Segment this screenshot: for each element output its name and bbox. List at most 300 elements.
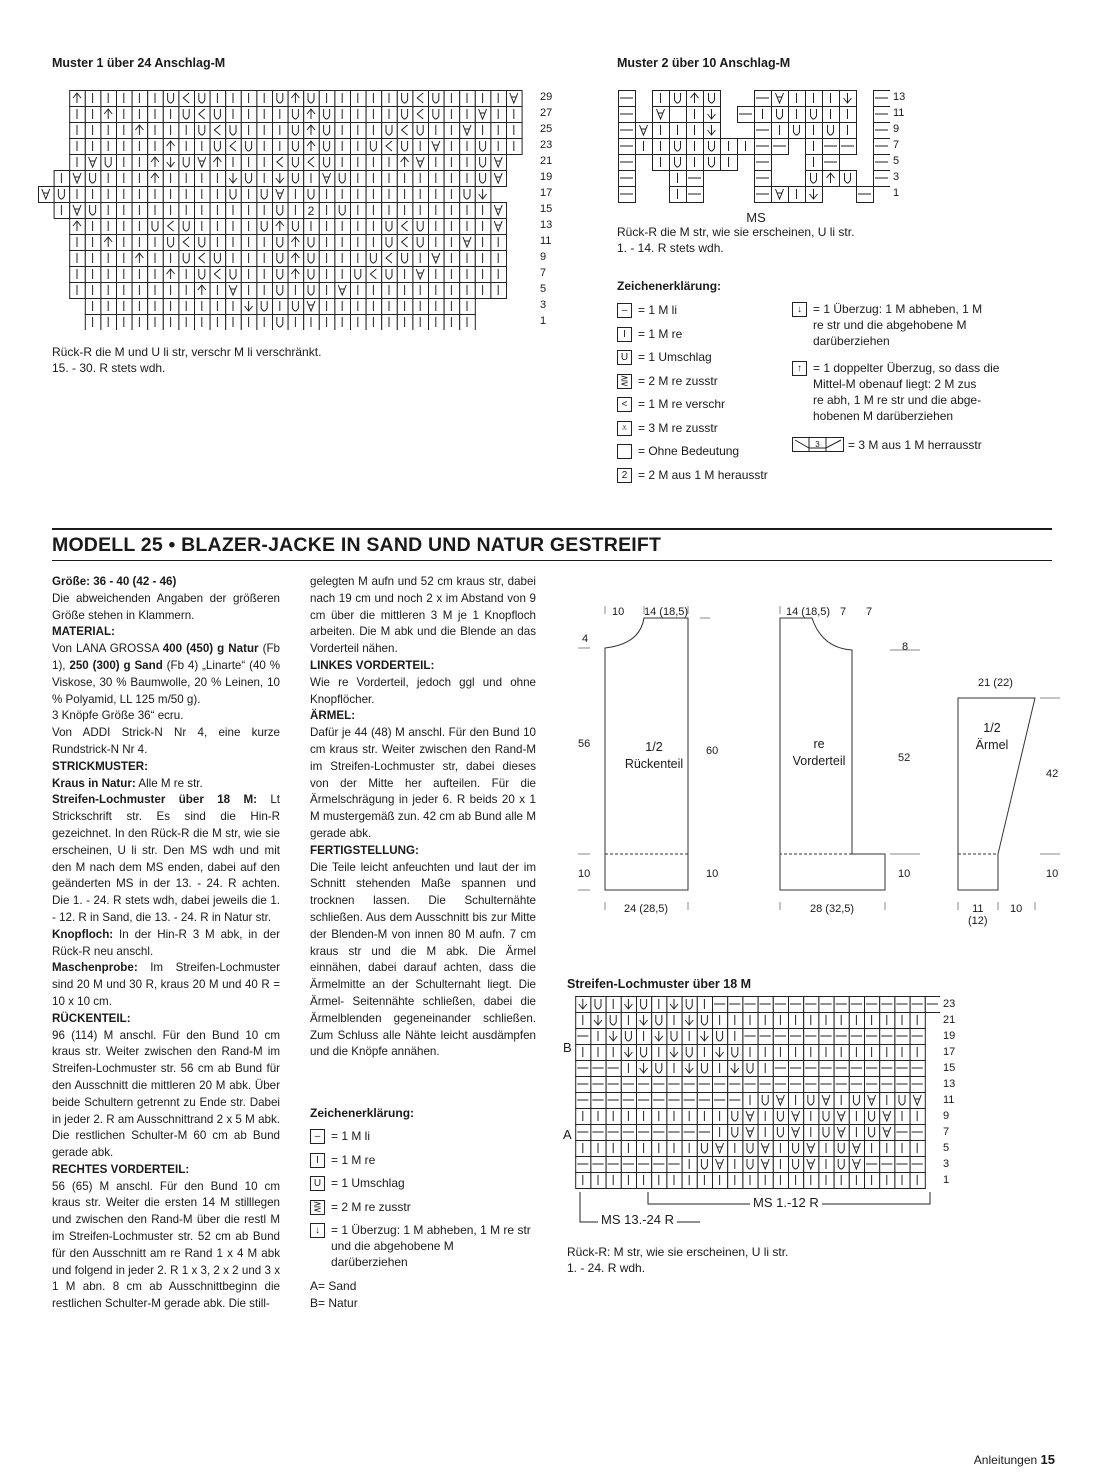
legend-item	[310, 1199, 532, 1215]
grid-cell	[819, 1093, 834, 1109]
row-number: 7	[540, 267, 547, 279]
front-label-1: re	[813, 737, 825, 751]
grid-cell	[773, 1141, 788, 1157]
grid-cell	[210, 187, 226, 203]
streifen-note-line1: Rück-R: M str, wie sie erscheinen, U li str.	[567, 1245, 789, 1259]
grid-cell	[491, 219, 507, 235]
legend1-double-line1: = 1 doppelter Überzug, so dass die	[813, 361, 1000, 375]
grid-cell	[621, 997, 636, 1013]
grid-cell	[880, 1173, 895, 1189]
grid-cell	[226, 139, 242, 155]
grid-cell	[210, 107, 226, 123]
grid-cell	[697, 1157, 712, 1173]
grid-cell	[304, 299, 320, 315]
legend1-three-text: = 3 M aus 1 M herrausstr	[848, 438, 982, 452]
grid-cell	[804, 1141, 819, 1157]
grid-cell	[652, 1109, 667, 1125]
row-number: 7	[943, 1126, 950, 1138]
legend-symbol-icon: ⋛	[310, 1200, 325, 1215]
grid-cell	[210, 171, 226, 187]
grid-cell	[682, 1045, 697, 1061]
legend1-double-line4: hobenen M darüberziehen	[813, 409, 954, 423]
grid-cell	[704, 139, 721, 155]
material-sand: 250 (300) g Sand	[69, 658, 163, 672]
grid-cell	[772, 187, 789, 203]
legend-text: = 1 Umschlag	[331, 1176, 405, 1190]
grid-cell	[382, 267, 398, 283]
grid-cell	[288, 219, 304, 235]
grid-cell	[491, 171, 507, 187]
grid-cell	[849, 1141, 864, 1157]
grid-cell	[621, 1141, 636, 1157]
back-label-2: Rückenteil	[624, 757, 684, 771]
grid-cell	[804, 1109, 819, 1125]
legend1-double-text	[813, 360, 999, 424]
grid-cell	[697, 1061, 712, 1077]
grid-cell	[772, 107, 789, 123]
grid-cell	[834, 1157, 849, 1173]
grid-cell	[773, 1013, 788, 1029]
maschenprobe-heading: Maschenprobe:	[52, 961, 138, 975]
back-width: 24 (28,5)	[624, 903, 669, 915]
grid-cell	[621, 1029, 636, 1045]
legend1-overzug-text	[813, 301, 982, 349]
grid-cell	[210, 139, 226, 155]
grid-cell	[273, 251, 289, 267]
grid-cell	[195, 251, 211, 267]
grid-cell	[257, 299, 273, 315]
legend1-overzug	[792, 301, 1032, 349]
grid-cell	[849, 1045, 864, 1061]
grid-cell	[697, 1141, 712, 1157]
streifen-title: Streifen-Lochmuster über 18 M	[567, 977, 752, 991]
row-number: 21	[540, 155, 553, 167]
grid-cell	[179, 155, 195, 171]
legend-text: = 3 M re zusstr	[638, 420, 718, 435]
grid-cell	[491, 203, 507, 219]
grid-cell	[772, 91, 789, 107]
grid-cell	[444, 155, 460, 171]
back-top-left: 10	[612, 606, 625, 618]
grid-cell	[257, 203, 273, 219]
grid-cell	[288, 107, 304, 123]
grid-cell	[652, 1141, 667, 1157]
grid-cell	[621, 1109, 636, 1125]
legend-item	[617, 326, 787, 342]
legend1-three-from-one	[792, 437, 1052, 453]
grid-cell	[849, 1013, 864, 1029]
row-number: 1	[943, 1174, 950, 1186]
grid-cell	[773, 1045, 788, 1061]
muster2-title: Muster 2 über 10 Anschlag-M	[617, 56, 791, 70]
rueckenteil-text: 96 (114) M anschl. Für den Bund 10 cm kraus str. Weiter zwischen den Rand-M im Streifen-Lochmuster str. 56 cm ab Bund für den Ausschnitt die mittleren 20 M abk. Über beide Schultern getrennt zu Ende str. Dabei in jeder 2. R am Ausschnittrand 2 x 5 M abk. Die restlichen Schulter-M 60 cm ab Bund gerade abk.	[52, 1028, 280, 1160]
grid-cell	[576, 1045, 591, 1061]
grid-cell	[713, 1157, 728, 1173]
row-number: 11	[540, 235, 552, 247]
back-height: 56	[578, 738, 591, 750]
material-heading: MATERIAL:	[52, 625, 115, 639]
grid-cell	[591, 997, 606, 1013]
row-number: 19	[540, 171, 553, 183]
grid-cell	[637, 1045, 652, 1061]
rechtes-vorderteil-text: 56 (65) M anschl. Für den Bund 10 cm kraus str. Weiter die ersten 14 M stilllegen und zwischen den Rand-M über die restl M im Streifen-Lochmuster str. 52 cm ab Bund für den Ausschnitt am re Rand 1 x 4 M abk und folgend in jeder 2. R 1 x 3, 2 x 2 und 3 x 1 M abn. 8 cm ab Ausschnittbeginn die restlichen Schulter-M gerade abk. Die still-	[52, 1179, 280, 1311]
grid-cell	[85, 219, 101, 235]
grid-cell	[849, 1109, 864, 1125]
linkes-vorderteil-heading: LINKES VORDERTEIL:	[310, 658, 435, 672]
grid-cell	[697, 1173, 712, 1189]
grid-cell	[288, 187, 304, 203]
grid-cell	[273, 283, 289, 299]
grid-cell	[880, 1109, 895, 1125]
grid-cell	[444, 107, 460, 123]
grid-cell	[70, 203, 86, 219]
sleeve-label	[966, 720, 1018, 754]
grid-cell	[804, 1157, 819, 1173]
material-part-c: (Fb 1),	[52, 642, 280, 672]
grid-cell	[257, 315, 273, 331]
grid-cell	[382, 139, 398, 155]
grid-cell	[210, 219, 226, 235]
grid-cell	[257, 123, 273, 139]
grid-cell	[304, 187, 320, 203]
row-number: 3	[943, 1158, 950, 1170]
legend-text: = 2 M re zusstr	[638, 373, 718, 388]
legend-symbol-icon: ↓	[310, 1223, 325, 1238]
grid-cell	[304, 235, 320, 251]
grid-cell	[880, 1125, 895, 1141]
grid-cell	[366, 123, 382, 139]
grid-cell	[163, 219, 179, 235]
grid-cell	[257, 187, 273, 203]
sleeve-top: 21 (22)	[978, 677, 1013, 689]
grid-cell	[257, 171, 273, 187]
grid-cell	[652, 1061, 667, 1077]
back-neck: 4	[582, 633, 589, 645]
muster2-note-line2: 1. - 14. R stets wdh.	[617, 241, 724, 255]
grid-cell	[335, 283, 351, 299]
legend-symbol-icon: 2	[617, 468, 632, 483]
overzug-icon: ↓	[792, 302, 807, 317]
legend-item	[617, 420, 787, 436]
grid-cell	[429, 91, 445, 107]
row-number: 11	[943, 1094, 955, 1106]
grid-cell	[840, 171, 857, 187]
grid-cell	[880, 1013, 895, 1029]
streifen-note	[567, 1244, 788, 1276]
legend1-double-overzug	[792, 360, 1052, 424]
grid-cell	[637, 997, 652, 1013]
grid-cell	[397, 251, 413, 267]
front-label	[782, 736, 856, 770]
grid-cell	[653, 107, 670, 123]
text-column-2	[310, 574, 536, 1061]
legend-text: = 1 M re verschr	[638, 397, 726, 411]
grid-cell	[257, 235, 273, 251]
grid-cell	[257, 91, 273, 107]
streifen-ms1: MS 1.-12 R	[750, 1195, 822, 1210]
grid-cell	[397, 123, 413, 139]
grid-cell	[697, 1109, 712, 1125]
grid-cell	[880, 1141, 895, 1157]
grid-cell	[366, 155, 382, 171]
legend-item	[617, 467, 787, 483]
row-number: 9	[943, 1110, 950, 1122]
grid-cell	[163, 91, 179, 107]
muster1-note-line1: Rück-R die M und U li str, verschr M li verschränkt.	[52, 345, 322, 359]
grid-cell	[413, 219, 429, 235]
grid-cell	[444, 251, 460, 267]
grid-cell	[226, 123, 242, 139]
legend-item	[310, 1175, 532, 1191]
legend-symbol-icon: I	[617, 327, 632, 342]
fertigstellung-text: Die Teile leicht anfeuchten und laut der im Schnitt stehenden Maße spannen und trocknen lassen. Die Schulternähte schließen. Aus dem Ausschnitt bis zur Mitte der Blenden-M von innen 80 M aufn. 7 cm kraus str und die M abk. Die Ärmel einnähen, dabei darauf achten, dass die Ärmelmitte an der Schulternaht liegt. Die Ärmel- Seitennähte schließen, dabei die Ärmelblenden gegeneinander schließen. Zum Schluss alle Nähte leicht ausdämpfen und die Knöpfe annähen.	[310, 860, 536, 1059]
row-number: 9	[540, 251, 547, 263]
grid-cell	[382, 219, 398, 235]
grid-cell	[743, 1157, 758, 1173]
row-number: 27	[540, 107, 553, 119]
streifen-note-line2: 1. - 24. R wdh.	[567, 1261, 646, 1275]
front-width: 28 (32,5)	[810, 903, 855, 915]
legend-symbol-icon: –	[310, 1129, 325, 1144]
legend-text: = 1 M li	[638, 303, 678, 317]
grid-cell	[273, 203, 289, 219]
sleeve-label-2: Ärmel	[975, 738, 1009, 752]
sleeve-w1	[968, 903, 988, 927]
grid-cell	[366, 251, 382, 267]
linkes-vorderteil-text: Wie re Vorderteil, jedoch ggl und ohne Knopflöcher.	[310, 675, 536, 706]
grid-cell	[85, 235, 101, 251]
rechtes-vorderteil-heading: RECHTES VORDERTEIL:	[52, 1162, 190, 1176]
grid-cell	[273, 267, 289, 283]
grid-cell	[652, 1029, 667, 1045]
row-number: 21	[943, 1014, 956, 1026]
grid-cell	[773, 1173, 788, 1189]
grid-cell	[179, 91, 195, 107]
front-top-left: 14 (18,5)	[786, 606, 831, 618]
grid-cell	[789, 1109, 804, 1125]
grid-cell	[366, 283, 382, 299]
grid-cell	[413, 123, 429, 139]
grid-cell	[460, 123, 476, 139]
legend2-a: A= Sand	[310, 1279, 357, 1293]
muster1-title: Muster 1 über 24 Anschlag-M	[52, 56, 226, 70]
front-height: 52	[898, 752, 911, 764]
grid-cell	[444, 123, 460, 139]
sleeve-w1-b: (12)	[968, 915, 988, 927]
grid-cell	[804, 1125, 819, 1141]
grid-cell	[85, 267, 101, 283]
grid-cell	[576, 1109, 591, 1125]
grid-cell	[319, 123, 335, 139]
grid-cell	[849, 1173, 864, 1189]
grid-cell	[806, 171, 823, 187]
grid-cell	[621, 1045, 636, 1061]
grid-cell	[789, 1141, 804, 1157]
grid-cell	[226, 267, 242, 283]
legend1-overzug-line3: darüberziehen	[813, 334, 890, 348]
grid-cell	[667, 1029, 682, 1045]
legend-text: = 1 M re	[331, 1152, 376, 1167]
grid-cell	[85, 203, 101, 219]
streifen-ms2: MS 13.-24 R	[598, 1212, 677, 1227]
grid-cell	[682, 997, 697, 1013]
grid-cell	[195, 155, 211, 171]
maschenprobe-text	[52, 960, 280, 1010]
legend-text: = 1 Umschlag	[638, 350, 712, 364]
grid-cell	[195, 91, 211, 107]
row-number: 17	[943, 1046, 956, 1058]
grid-cell	[728, 1173, 743, 1189]
grid-cell	[636, 123, 653, 139]
grid-cell	[85, 283, 101, 299]
grid-cell	[366, 235, 382, 251]
grid-cell	[834, 1125, 849, 1141]
grid-cell	[704, 91, 721, 107]
grid-cell	[849, 1093, 864, 1109]
grid-cell	[210, 315, 226, 331]
grid-cell	[257, 251, 273, 267]
grid-cell	[728, 1013, 743, 1029]
grid-cell	[273, 235, 289, 251]
grid-cell	[728, 1029, 743, 1045]
ms-label: MS	[746, 210, 766, 225]
grid-cell	[444, 219, 460, 235]
kraus-body: Alle M re str.	[135, 776, 203, 790]
row-number: 3	[540, 299, 547, 311]
knoepfe-text: 3 Knöpfe Größe 36“ ecru.	[52, 709, 184, 723]
grid-cell	[444, 139, 460, 155]
row-number: 29	[540, 91, 553, 103]
sleeve-height: 42	[1046, 768, 1059, 780]
grid-cell	[475, 171, 491, 187]
material-part-e: (Fb 4) „Linarte“ (40 % Viskose, 30 % Baumwolle, 20 % Leinen, 10 % Polyamid, LL 125 m/50 g).	[52, 658, 280, 706]
grid-cell	[444, 91, 460, 107]
grid-cell	[85, 123, 101, 139]
grid-cell	[351, 267, 367, 283]
muster2-chart	[618, 90, 890, 225]
grid-cell	[652, 1045, 667, 1061]
groesse-text: Die abweichenden Angaben der größeren Größe stehen in Klammern.	[52, 591, 280, 622]
sleeve-w1-a: 11	[972, 903, 984, 915]
legend-symbol-icon: U	[310, 1176, 325, 1191]
grid-cell	[288, 283, 304, 299]
row-number: 13	[540, 219, 553, 231]
legend1-title: Zeichenerklärung:	[617, 279, 722, 293]
grid-cell	[210, 283, 226, 299]
muster1-note	[52, 344, 321, 376]
grid-cell	[319, 139, 335, 155]
legend-text: = 2 M re zusstr	[331, 1199, 411, 1214]
grid-cell	[335, 203, 351, 219]
grid-cell	[804, 1013, 819, 1029]
grid-cell	[475, 155, 491, 171]
grid-cell	[697, 1045, 712, 1061]
grid-cell	[210, 91, 226, 107]
svg-text:2: 2	[307, 204, 315, 218]
grid-cell	[210, 203, 226, 219]
grid-cell	[429, 139, 445, 155]
grid-cell	[652, 997, 667, 1013]
grid-cell	[606, 1013, 621, 1029]
grid-cell	[704, 155, 721, 171]
grid-cell	[179, 235, 195, 251]
grid-cell	[670, 91, 687, 107]
grid-cell	[257, 219, 273, 235]
grid-cell	[865, 1125, 880, 1141]
grid-cell	[444, 203, 460, 219]
muster2-note	[617, 224, 854, 256]
grid-cell	[697, 1013, 712, 1029]
back-top-right: 14 (18,5)	[644, 606, 689, 618]
grid-cell	[444, 315, 460, 331]
grid-cell	[257, 139, 273, 155]
grid-cell	[429, 251, 445, 267]
streifen-heading: Streifen-Lochmuster über 18 M:	[52, 793, 257, 807]
grid-cell	[241, 171, 257, 187]
streifen-text	[52, 792, 280, 926]
fertigstellung-heading: FERTIGSTELLUNG:	[310, 843, 419, 857]
grid-cell	[834, 1141, 849, 1157]
grid-cell	[743, 1125, 758, 1141]
grid-cell	[444, 267, 460, 283]
material-text	[52, 641, 280, 708]
grid-cell	[773, 1093, 788, 1109]
grid-cell	[621, 1013, 636, 1029]
legend-item	[617, 349, 787, 365]
three-from-one-icon	[792, 437, 844, 452]
model-title-bar	[52, 528, 1052, 561]
footer-label: Anleitungen	[973, 1453, 1038, 1467]
grid-cell	[335, 171, 351, 187]
grid-cell	[576, 997, 591, 1013]
groesse-heading: Größe: 36 - 40 (42 - 46)	[52, 575, 177, 588]
grid-cell	[758, 1157, 773, 1173]
grid-cell	[273, 155, 289, 171]
kraus-text	[52, 776, 280, 793]
material-part-a: Von LANA GROSSA	[52, 642, 163, 656]
grid-cell	[210, 235, 226, 251]
back-label	[618, 739, 690, 773]
legend1-overzug-line1: = 1 Überzug: 1 M abheben, 1 M	[813, 302, 983, 316]
front-neck: 8	[902, 641, 909, 653]
grid-cell	[789, 1125, 804, 1141]
grid-cell	[444, 187, 460, 203]
grid-cell	[728, 1157, 743, 1173]
grid-cell	[366, 299, 382, 315]
grid-cell	[273, 91, 289, 107]
grid-cell	[288, 139, 304, 155]
grid-cell	[85, 155, 101, 171]
grid-cell	[804, 1093, 819, 1109]
grid-cell	[304, 91, 320, 107]
grid-cell	[319, 155, 335, 171]
grid-cell	[179, 107, 195, 123]
grid-cell	[413, 267, 429, 283]
front-bund: 10	[898, 868, 911, 880]
grid-cell	[713, 1141, 728, 1157]
back-bund-left: 10	[578, 868, 591, 880]
grid-cell	[163, 235, 179, 251]
grid-cell	[576, 1013, 591, 1029]
grid-cell	[101, 155, 117, 171]
grid-cell	[397, 219, 413, 235]
row-number: 5	[943, 1142, 950, 1154]
grid-cell	[819, 1125, 834, 1141]
legend-item	[617, 302, 787, 318]
grid-cell	[758, 1093, 773, 1109]
legend-symbol-icon: I	[310, 1153, 325, 1168]
grid-cell	[226, 283, 242, 299]
